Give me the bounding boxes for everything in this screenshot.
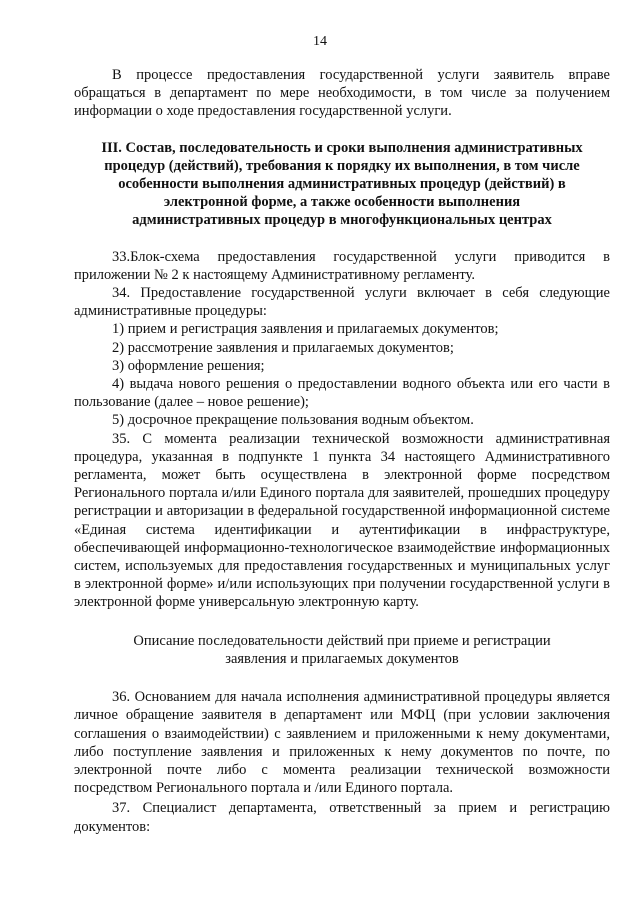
section-heading: III. Состав, последовательность и сроки выполнения административных процедур (действий), требования к порядку их выполнения, в том числе особенности выполнения административных процедур (действий) в электронной форме, а также особенности выполнения административных процедур в многофункциональных центрах	[101, 139, 583, 229]
page-number: 14	[313, 34, 327, 49]
list-item-2: 2) рассмотрение заявления и прилагаемых документов;	[112, 339, 454, 356]
list-item-1: 1) прием и регистрация заявления и прилагаемых документов;	[112, 321, 499, 338]
paragraph-35: 35. С момента реализации технической возможности административная процедура, указанная в подпункте 1 пункта 34 настоящего Административного регламента, может быть осуществлена в электронной форме посредством Регионального портала и/или Единого портала для заявителей, прошедших процедуру регистрации и авторизации в федеральной государственной информационной системе «Единая система идентификации и аутентификации в инфраструктуре, обеспечивающей информационно-технологическое взаимодействие информационных систем, используемых для предоставления государственных и муниципальных услуг в электронной форме» и/или использующих при получении государственной услуги в электронной форме универсальную электронную карту.	[74, 430, 610, 611]
list-item-5: 5) досрочное прекращение пользования водным объектом.	[112, 412, 474, 429]
list-item-3: 3) оформление решения;	[112, 357, 265, 374]
paragraph-34: 34. Предоставление государственной услуги включает в себя следующие административные процедуры:	[74, 285, 610, 320]
list-item-4: 4) выдача нового решения о предоставлении водного объекта или его части в пользование (далее – новое решение);	[74, 376, 610, 411]
subsection-heading: Описание последовательности действий при приеме и регистрации заявления и прилагаемых документов	[133, 632, 551, 667]
paragraph-33: 33.Блок-схема предоставления государственной услуги приводится в приложении № 2 к настоящему Административному регламенту.	[74, 248, 610, 283]
intro-paragraph: В процессе предоставления государственной услуги заявитель вправе обращаться в департамент по мере необходимости, в том числе за получением информации о ходе предоставления государственной услуги.	[74, 67, 610, 120]
paragraph-37: 37. Специалист департамента, ответственный за прием и регистрацию документов:	[74, 800, 610, 835]
document-body	[74, 66, 610, 836]
paragraph-36: 36. Основанием для начала исполнения административной процедуры является личное обращение заявителя в департамент или МФЦ (при условии заключения соглашения о взаимодействии) с заявлением и приложенными к нему документами, либо поступление заявления и приложенных к нему документов по почте, по электронной почте либо с момента реализации технической возможности посредством Регионального портала и /или Единого портала.	[74, 689, 610, 797]
